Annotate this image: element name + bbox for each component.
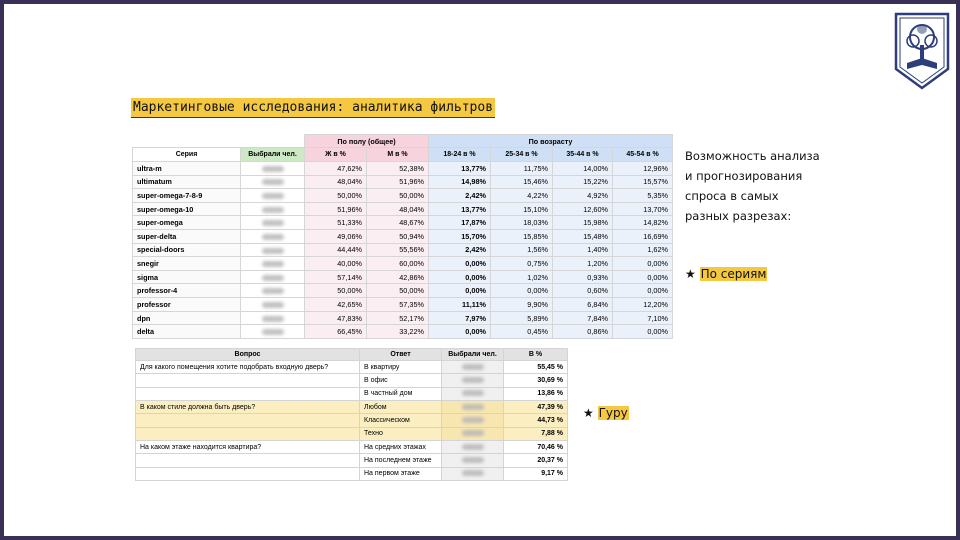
table-cell: 12,96%	[613, 162, 673, 176]
percent-cell: 70,46 %	[504, 440, 568, 453]
series-name: super-omega-7-8-9	[133, 189, 241, 203]
table-cell: 9,90%	[491, 298, 553, 312]
question-cell: На каком этаже находится квартира?	[136, 440, 360, 453]
answer-cell: На последнем этаже	[360, 454, 442, 467]
table-cell: 4,92%	[553, 189, 613, 203]
table-cell: 1,40%	[553, 243, 613, 257]
table-row	[133, 202, 673, 216]
table-cell: 50,00%	[367, 284, 429, 298]
table-cell: 48,67%	[367, 216, 429, 230]
series-table	[132, 134, 673, 339]
bullet-series	[685, 267, 767, 281]
blurred-count	[442, 414, 504, 427]
table-cell: 48,04%	[305, 175, 367, 189]
table-cell: 13,70%	[613, 202, 673, 216]
blurred-count	[241, 216, 305, 230]
series-name: special-doors	[133, 243, 241, 257]
table-cell: 40,00%	[305, 257, 367, 271]
table-cell: 18,03%	[491, 216, 553, 230]
table-cell: 44,44%	[305, 243, 367, 257]
blurred-count	[241, 175, 305, 189]
percent-cell: 55,45 %	[504, 361, 568, 374]
table-row	[136, 414, 568, 427]
column-header: М в %	[367, 148, 429, 162]
question-cell	[136, 467, 360, 480]
series-name: sigma	[133, 270, 241, 284]
table-cell: 15,22%	[553, 175, 613, 189]
blurred-count	[442, 361, 504, 374]
series-name: dpn	[133, 311, 241, 325]
column-header: Серия	[133, 148, 241, 162]
table-cell: 0,86%	[553, 325, 613, 339]
table-cell: 0,45%	[491, 325, 553, 339]
table-cell: 60,00%	[367, 257, 429, 271]
group-gender-header: По полу (общее)	[305, 135, 429, 148]
answer-cell: Классическом	[360, 414, 442, 427]
table-cell: 11,75%	[491, 162, 553, 176]
table-row	[133, 325, 673, 339]
blurred-count	[442, 387, 504, 400]
table-cell: 42,65%	[305, 298, 367, 312]
table-row	[133, 284, 673, 298]
answer-cell: На средних этажах	[360, 440, 442, 453]
table-cell: 12,60%	[553, 202, 613, 216]
table-row	[136, 400, 568, 413]
table-cell: 51,33%	[305, 216, 367, 230]
column-header: Ответ	[360, 349, 442, 361]
question-cell: В каком стиле должна быть дверь?	[136, 400, 360, 413]
series-name: professor	[133, 298, 241, 312]
table-row	[136, 427, 568, 440]
table-cell: 16,69%	[613, 230, 673, 244]
blurred-count	[241, 162, 305, 176]
blurred-count	[241, 270, 305, 284]
question-cell	[136, 414, 360, 427]
table-cell: 52,38%	[367, 162, 429, 176]
table-row	[133, 270, 673, 284]
table-cell: 55,56%	[367, 243, 429, 257]
table-cell: 57,35%	[367, 298, 429, 312]
answer-cell: Любом	[360, 400, 442, 413]
bullet-guru	[583, 406, 629, 420]
university-crest-logo	[893, 11, 951, 91]
slide-title: Маркетинговые исследования: аналитика фильтров	[131, 98, 495, 118]
table-cell: 15,85%	[491, 230, 553, 244]
table-row	[136, 387, 568, 400]
table-cell: 5,35%	[613, 189, 673, 203]
table-row	[133, 243, 673, 257]
table-cell: 12,20%	[613, 298, 673, 312]
answer-cell: В частный дом	[360, 387, 442, 400]
column-header: 45-54 в %	[613, 148, 673, 162]
percent-cell: 7,88 %	[504, 427, 568, 440]
slide	[4, 4, 956, 536]
table-cell: 0,00%	[491, 284, 553, 298]
series-name: snegir	[133, 257, 241, 271]
table-cell: 42,86%	[367, 270, 429, 284]
table-cell: 0,00%	[429, 270, 491, 284]
table-cell: 50,94%	[367, 230, 429, 244]
table-row	[133, 189, 673, 203]
column-header: В %	[504, 349, 568, 361]
column-header: Выбрали чел.	[442, 349, 504, 361]
bullet-series-label: По сериям	[700, 267, 767, 281]
table-cell: 52,17%	[367, 311, 429, 325]
group-age-header: По возрасту	[429, 135, 673, 148]
percent-cell: 44,73 %	[504, 414, 568, 427]
question-cell	[136, 387, 360, 400]
percent-cell: 20,37 %	[504, 454, 568, 467]
blurred-count	[442, 467, 504, 480]
table-cell: 17,87%	[429, 216, 491, 230]
table-cell: 7,97%	[429, 311, 491, 325]
table-cell: 51,96%	[305, 202, 367, 216]
table-row	[136, 440, 568, 453]
question-cell: Для какого помещения хотите подобрать входную дверь?	[136, 361, 360, 374]
table-cell: 1,56%	[491, 243, 553, 257]
table-row	[133, 175, 673, 189]
blurred-count	[442, 374, 504, 387]
question-cell	[136, 454, 360, 467]
table-cell: 1,62%	[613, 243, 673, 257]
table-row	[133, 230, 673, 244]
blurred-count	[241, 257, 305, 271]
series-name: ultimatum	[133, 175, 241, 189]
blurred-count	[442, 427, 504, 440]
column-header: Вопрос	[136, 349, 360, 361]
series-name: super-omega-10	[133, 202, 241, 216]
blurred-count	[442, 440, 504, 453]
table-cell: 0,60%	[553, 284, 613, 298]
question-cell	[136, 374, 360, 387]
blurred-count	[241, 243, 305, 257]
column-header: 35-44 в %	[553, 148, 613, 162]
table-cell: 15,46%	[491, 175, 553, 189]
table-cell: 0,00%	[613, 325, 673, 339]
answer-cell: В офис	[360, 374, 442, 387]
series-name: super-omega	[133, 216, 241, 230]
table-cell: 4,22%	[491, 189, 553, 203]
table-row	[136, 361, 568, 374]
table-cell: 50,00%	[305, 189, 367, 203]
table-row	[136, 467, 568, 480]
table-row	[133, 216, 673, 230]
percent-cell: 13,86 %	[504, 387, 568, 400]
table-cell: 0,00%	[429, 325, 491, 339]
blurred-count	[241, 298, 305, 312]
table-cell: 0,00%	[429, 284, 491, 298]
table-cell: 2,42%	[429, 243, 491, 257]
table-cell: 66,45%	[305, 325, 367, 339]
series-name: super-delta	[133, 230, 241, 244]
table-cell: 14,98%	[429, 175, 491, 189]
table-cell: 14,82%	[613, 216, 673, 230]
answer-cell: На первом этаже	[360, 467, 442, 480]
column-header: 18-24 в %	[429, 148, 491, 162]
table-cell: 47,62%	[305, 162, 367, 176]
column-header: 25-34 в %	[491, 148, 553, 162]
survey-table	[135, 348, 568, 481]
table-cell: 0,00%	[613, 270, 673, 284]
table-cell: 0,93%	[553, 270, 613, 284]
table-cell: 0,00%	[613, 284, 673, 298]
table-cell: 57,14%	[305, 270, 367, 284]
star-icon: ★	[685, 267, 696, 281]
series-name: ultra-m	[133, 162, 241, 176]
blurred-count	[241, 202, 305, 216]
table-cell: 0,00%	[429, 257, 491, 271]
table-cell: 13,77%	[429, 202, 491, 216]
table-cell: 15,70%	[429, 230, 491, 244]
blurred-count	[241, 189, 305, 203]
table-cell: 7,10%	[613, 311, 673, 325]
table-cell: 51,96%	[367, 175, 429, 189]
table-cell: 1,02%	[491, 270, 553, 284]
table-row	[133, 311, 673, 325]
answer-cell: Техно	[360, 427, 442, 440]
blurred-count	[241, 311, 305, 325]
side-description: Возможность анализа и прогнозирования спроса в самых разных разрезах:	[685, 149, 820, 223]
series-name: professor-4	[133, 284, 241, 298]
table-cell: 15,57%	[613, 175, 673, 189]
table-cell: 5,89%	[491, 311, 553, 325]
answer-cell: В квартиру	[360, 361, 442, 374]
table-row	[133, 162, 673, 176]
table-row	[136, 374, 568, 387]
table-cell: 6,84%	[553, 298, 613, 312]
table-cell: 15,10%	[491, 202, 553, 216]
percent-cell: 30,69 %	[504, 374, 568, 387]
column-header: Ж в %	[305, 148, 367, 162]
bullet-guru-label: Гуру	[598, 406, 628, 420]
table-cell: 13,77%	[429, 162, 491, 176]
table-cell: 50,00%	[367, 189, 429, 203]
table-row	[133, 298, 673, 312]
table-cell: 0,00%	[613, 257, 673, 271]
table-cell: 1,20%	[553, 257, 613, 271]
blurred-count	[241, 230, 305, 244]
table-cell: 33,22%	[367, 325, 429, 339]
star-icon: ★	[583, 406, 594, 420]
blurred-count	[442, 400, 504, 413]
table-cell: 11,11%	[429, 298, 491, 312]
blurred-count	[442, 454, 504, 467]
table-row	[133, 257, 673, 271]
table-row	[136, 454, 568, 467]
table-cell: 0,75%	[491, 257, 553, 271]
table-cell: 2,42%	[429, 189, 491, 203]
table-cell: 49,06%	[305, 230, 367, 244]
table-cell: 14,00%	[553, 162, 613, 176]
blurred-count	[241, 325, 305, 339]
table-cell: 50,00%	[305, 284, 367, 298]
table-cell: 47,83%	[305, 311, 367, 325]
blurred-count	[241, 284, 305, 298]
table-cell: 48,04%	[367, 202, 429, 216]
series-name: delta	[133, 325, 241, 339]
table-cell: 15,48%	[553, 230, 613, 244]
percent-cell: 47,39 %	[504, 400, 568, 413]
column-header: Выбрали чел.	[241, 148, 305, 162]
percent-cell: 9,17 %	[504, 467, 568, 480]
table-cell: 15,98%	[553, 216, 613, 230]
table-cell: 7,84%	[553, 311, 613, 325]
question-cell	[136, 427, 360, 440]
